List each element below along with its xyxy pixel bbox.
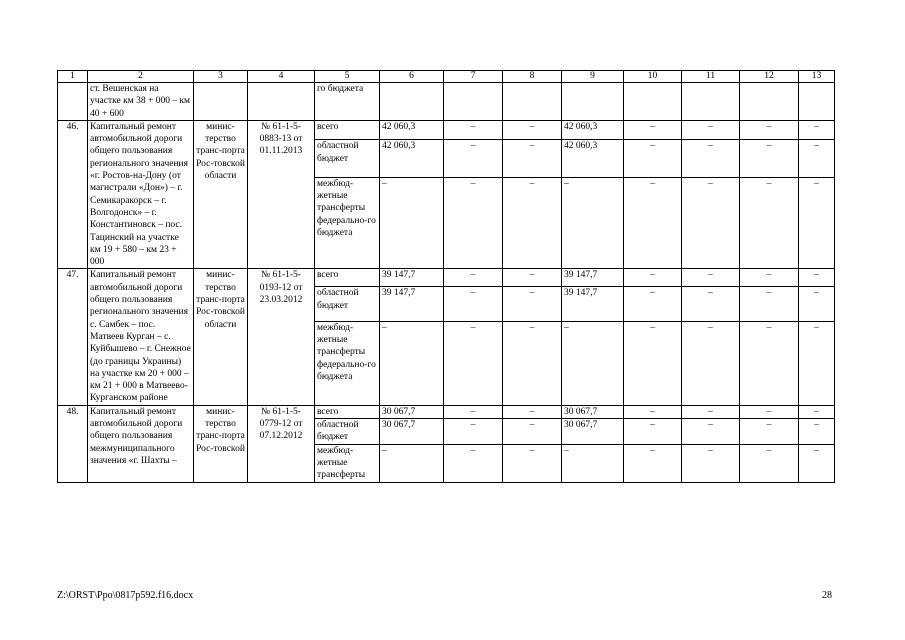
amount-cell: – [682,405,740,418]
amount-cell: – [624,321,682,405]
amount-cell: – [444,140,503,178]
customer-name: минис-терство транс-порта Рос-товской области [194,120,248,269]
expertise-doc: № 61-1-5-0779-12 от 07.12.2012 [248,405,315,482]
amount-cell: – [799,444,835,482]
header-cell: 7 [444,71,503,83]
amount-cell: 30 067,7 [562,419,624,445]
amount-cell: – [624,269,682,287]
amount-cell: 42 060,3 [380,120,444,139]
customer-name: минис-терство транс-порта Рос-товской области [194,269,248,405]
amount-cell: – [503,405,562,418]
header-cell: 5 [315,71,380,83]
header-cell: 10 [624,71,682,83]
header-cell: 1 [58,71,88,83]
customer-name: минис-терство транс-порта Рос-товской [194,405,248,482]
amount-cell: – [624,287,682,321]
amount-cell: – [444,177,503,269]
amount-cell: – [799,177,835,269]
funding-source: межбюд-жетные трансферты федерально-го бюджета [315,177,380,269]
header-row [58,71,835,83]
amount-cell: – [624,419,682,445]
amount-cell: – [444,444,503,482]
amount-cell: – [740,140,799,178]
amount-cell: – [740,177,799,269]
amount-cell: – [799,120,835,139]
amount-cell: – [682,269,740,287]
amount-cell: – [682,287,740,321]
document-page [57,70,834,483]
file-path: Z:\ORST\Ppo\0817p592.f16.docx [57,590,194,601]
header-cell: 6 [380,71,444,83]
funding-source: областной бюджет [315,419,380,445]
funding-source: всего [315,120,380,139]
row-number: 47. [58,269,88,405]
table-row [58,405,835,418]
amount-cell: – [380,444,444,482]
funding-source: областной бюджет [315,140,380,178]
row-number: 48. [58,405,88,482]
budget-table [57,70,835,483]
amount-cell: – [444,269,503,287]
amount-cell: – [624,120,682,139]
amount-cell: – [562,444,624,482]
continuation-source: го бюджета [315,83,380,121]
amount-cell: – [740,321,799,405]
amount-cell: – [624,177,682,269]
amount-cell: – [562,321,624,405]
amount-cell: – [503,140,562,178]
amount-cell: – [624,405,682,418]
amount-cell: – [740,287,799,321]
amount-cell: – [799,321,835,405]
amount-cell: – [740,419,799,445]
amount-cell: 42 060,3 [562,140,624,178]
amount-cell: – [799,287,835,321]
amount-cell: 30 067,7 [562,405,624,418]
amount-cell: – [624,444,682,482]
table-row [58,269,835,287]
amount-cell: – [682,419,740,445]
object-name: Капитальный ремонт автомобильной дороги общего пользования регионального значения с. Самбек – пос. Матвеев Курган – с. Куйбышево – г. Снежное (до границы Украины) на участке км 20 + 000 – км 21 + 000 в Матвеево-Курганском районе [88,269,194,405]
amount-cell: – [740,269,799,287]
amount-cell: – [682,321,740,405]
amount-cell: – [740,444,799,482]
amount-cell: – [444,405,503,418]
amount-cell: – [444,321,503,405]
continuation-row [58,83,835,121]
amount-cell: – [444,120,503,139]
amount-cell: – [503,287,562,321]
header-cell: 12 [740,71,799,83]
header-cell: 11 [682,71,740,83]
amount-cell: – [503,444,562,482]
header-cell: 3 [194,71,248,83]
funding-source: областной бюджет [315,287,380,321]
amount-cell: – [503,120,562,139]
amount-cell: – [380,321,444,405]
amount-cell: – [503,177,562,269]
amount-cell: 42 060,3 [562,120,624,139]
amount-cell: – [740,120,799,139]
object-name: Капитальный ремонт автомобильной дороги общего пользования регионального значения «г. Ростов-на-Дону (от магистрали «Дон») – г. Семикаракорск – г. Волгодонск» – г. Константиновск – пос. Тацинский на участке км 19 + 580 – км 23 + 000 [88,120,194,269]
amount-cell: – [799,405,835,418]
table-row [58,120,835,139]
amount-cell: – [503,321,562,405]
header-cell: 9 [562,71,624,83]
header-cell: 8 [503,71,562,83]
amount-cell: – [799,419,835,445]
amount-cell: – [503,419,562,445]
row-number: 46. [58,120,88,269]
amount-cell: – [444,419,503,445]
object-name: Капитальный ремонт автомобильной дороги общего пользования межмуниципального значения «г. Шахты – [88,405,194,482]
funding-source: всего [315,269,380,287]
funding-source: всего [315,405,380,418]
continuation-name: ст. Вешенская на участке км 38 + 000 – км 40 + 600 [88,83,194,121]
funding-source: межбюд-жетные трансферты [315,444,380,482]
amount-cell: – [682,140,740,178]
amount-cell: – [682,177,740,269]
amount-cell: – [444,287,503,321]
funding-source: межбюд-жетные трансферты федерально-го бюджета [315,321,380,405]
amount-cell: – [740,405,799,418]
expertise-doc: № 61-1-5-0193-12 от 23.03.2012 [248,269,315,405]
amount-cell: – [799,269,835,287]
header-cell: 2 [88,71,194,83]
amount-cell: 42 060,3 [380,140,444,178]
amount-cell: – [799,140,835,178]
amount-cell: 30 067,7 [380,419,444,445]
amount-cell: 30 067,7 [380,405,444,418]
amount-cell: 39 147,7 [562,287,624,321]
header-cell: 4 [248,71,315,83]
amount-cell: – [503,269,562,287]
header-cell: 13 [799,71,835,83]
amount-cell: – [682,444,740,482]
page-number: 28 [822,590,832,601]
amount-cell: 39 147,7 [380,269,444,287]
amount-cell: – [682,120,740,139]
amount-cell: – [624,140,682,178]
amount-cell: 39 147,7 [562,269,624,287]
amount-cell: 39 147,7 [380,287,444,321]
amount-cell: – [380,177,444,269]
expertise-doc: № 61-1-5-0883-13 от 01.11.2013 [248,120,315,269]
amount-cell: – [562,177,624,269]
